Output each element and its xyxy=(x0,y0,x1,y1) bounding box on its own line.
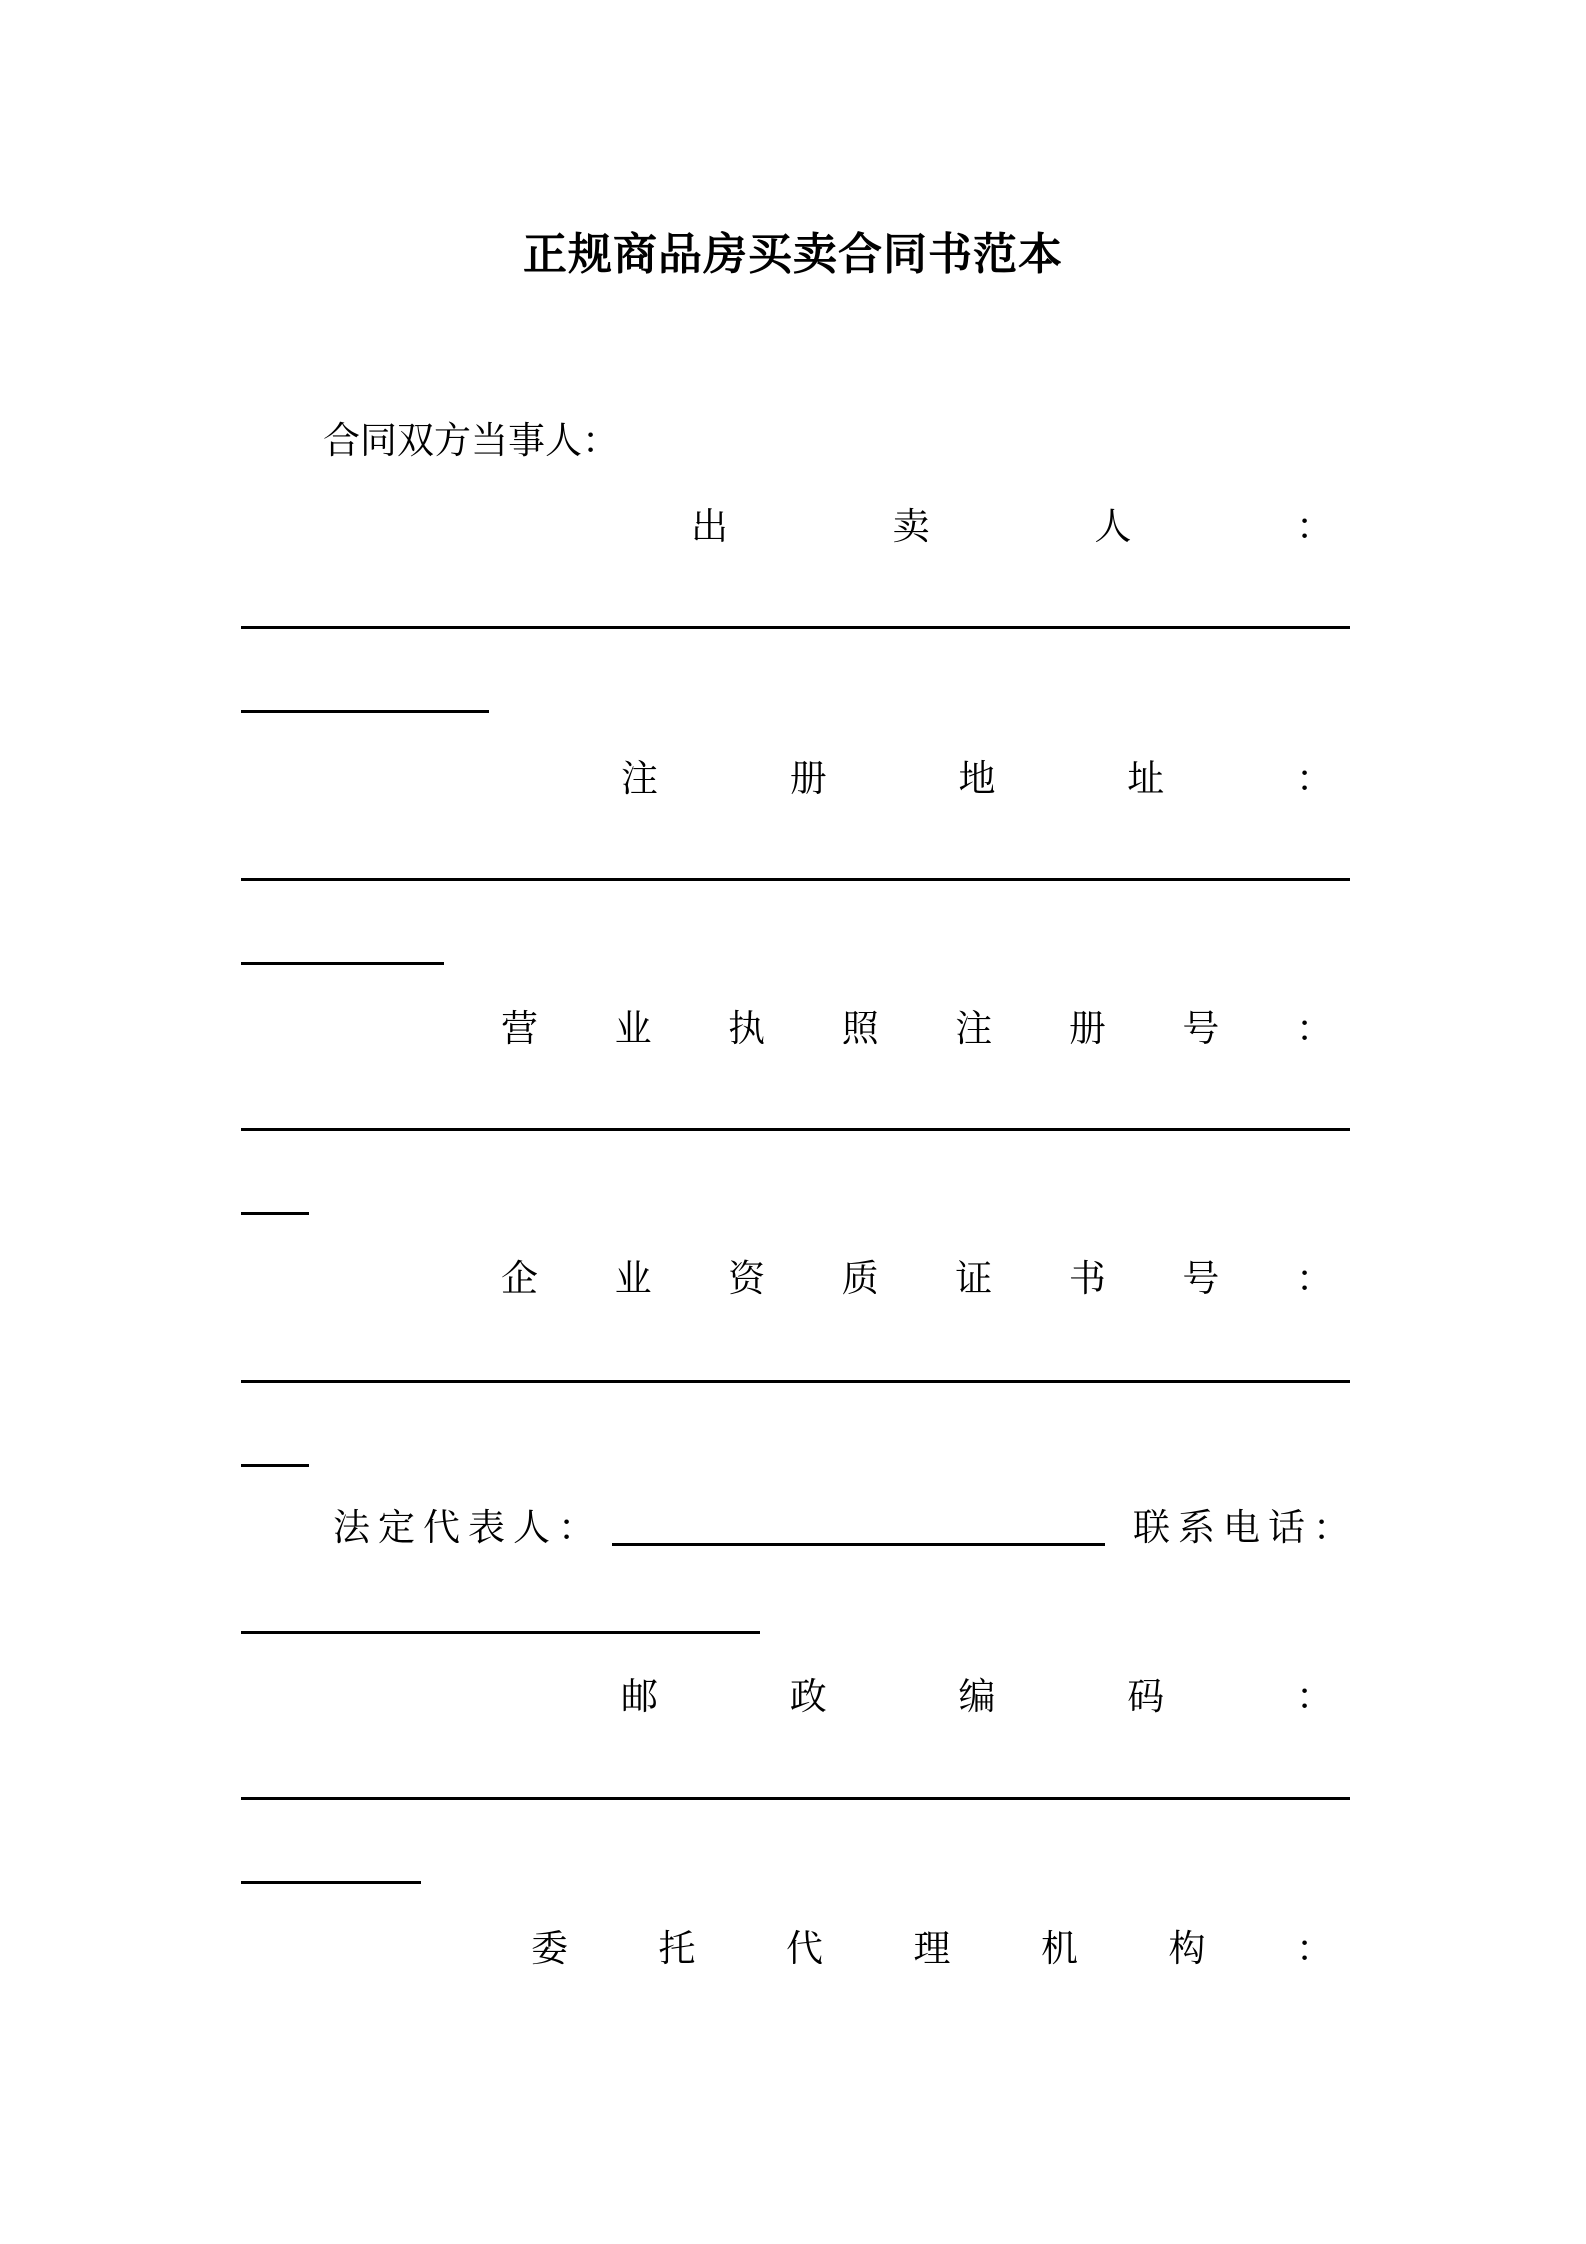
qualification-no-blank-line[interactable] xyxy=(241,1380,1350,1383)
parties-intro: 合同双方当事人： xyxy=(323,419,619,462)
phone-label: 联系电话： xyxy=(1133,1506,1358,1549)
seller-label: 出 卖 人 ： xyxy=(691,505,1333,548)
document-title: 正规商品房买卖合同书范本 xyxy=(523,229,1063,280)
legal-rep-phone-row xyxy=(333,1497,1358,1557)
seller-blank-line[interactable] xyxy=(241,626,1350,629)
license-no-blank-line[interactable] xyxy=(241,1128,1350,1131)
phone-blank-line[interactable] xyxy=(241,1631,760,1634)
seller-blank-line-cont[interactable] xyxy=(241,710,489,713)
qualification-no-label: 企 业 资 质 证 书 号 ： xyxy=(501,1257,1333,1300)
postcode-label: 邮 政 编 码 ： xyxy=(621,1675,1333,1718)
legal-rep-blank-line[interactable] xyxy=(612,1543,1105,1546)
reg-address-blank-line[interactable] xyxy=(241,878,1350,881)
reg-address-blank-line-cont[interactable] xyxy=(241,962,444,965)
legal-rep-label: 法定代表人： xyxy=(333,1506,603,1549)
agent-label: 委 托 代 理 机 构 ： xyxy=(531,1927,1333,1970)
qualification-no-blank-line-cont[interactable] xyxy=(241,1464,309,1467)
reg-address-label: 注 册 地 址 ： xyxy=(621,757,1333,800)
license-no-label: 营 业 执 照 注 册 号 ： xyxy=(501,1007,1333,1050)
postcode-blank-line-cont[interactable] xyxy=(241,1881,421,1884)
postcode-blank-line[interactable] xyxy=(241,1797,1350,1800)
license-no-blank-line-cont[interactable] xyxy=(241,1212,309,1215)
